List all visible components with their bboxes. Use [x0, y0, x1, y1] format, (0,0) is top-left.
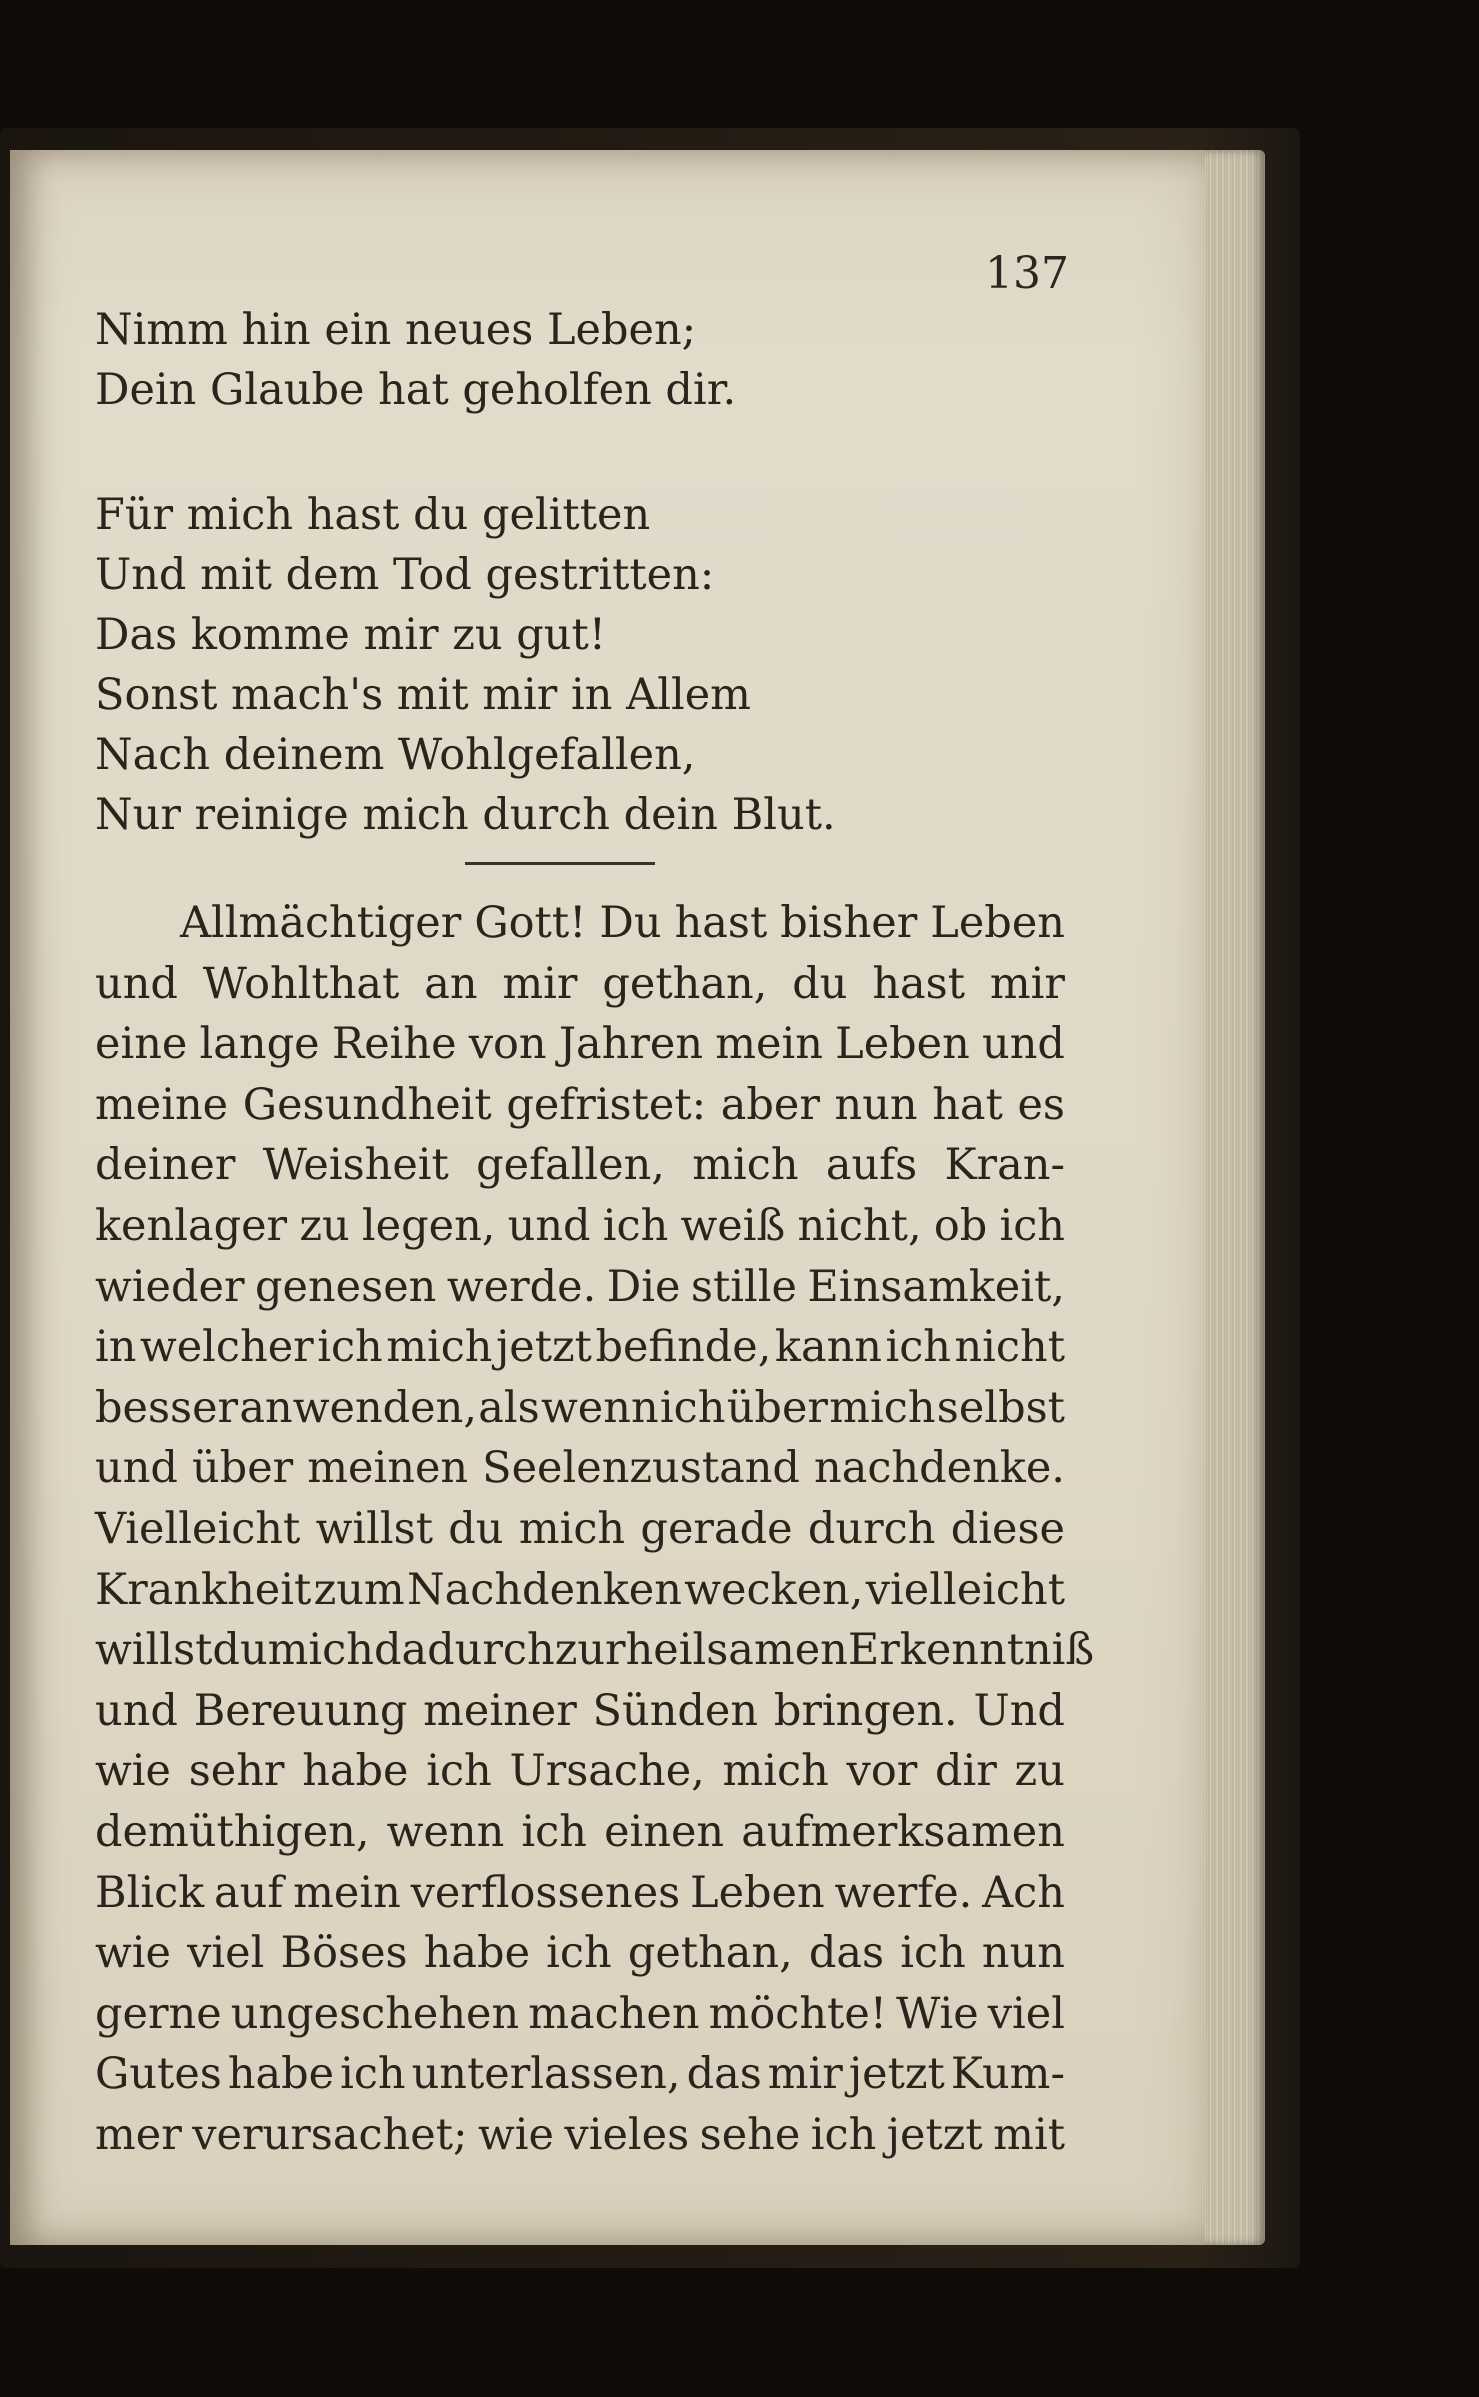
word: Wie — [896, 1988, 979, 2039]
word: genesen — [255, 1261, 437, 1312]
word: nachdenke. — [814, 1443, 1065, 1494]
prayer-paragraph — [95, 893, 1095, 2165]
word: Leben — [690, 1867, 825, 1918]
word: meine — [95, 1079, 229, 1130]
word: meiner — [423, 1685, 577, 1736]
word: Einsamkeit, — [807, 1261, 1065, 1312]
word: über — [726, 1382, 828, 1433]
prose-line — [95, 1681, 1065, 1742]
word: kenlager — [95, 1200, 288, 1251]
word: heilsamen — [625, 1625, 848, 1676]
word: und — [95, 958, 178, 1009]
page-edges — [1195, 150, 1265, 2245]
prose-line — [95, 1317, 1065, 1378]
prose-line — [95, 1257, 1065, 1318]
word: ich — [317, 1322, 383, 1373]
word: Seelenzustand — [482, 1443, 800, 1494]
word: es — [1017, 1079, 1065, 1130]
word: gerade — [640, 1503, 793, 1554]
word: Krankheit — [95, 1564, 312, 1615]
word: das — [808, 1928, 885, 1979]
word: besser — [95, 1382, 239, 1433]
word: wieder — [95, 1261, 245, 1312]
word: gethan, — [602, 958, 768, 1009]
word: hast — [872, 958, 965, 1009]
word: Weisheit — [262, 1140, 449, 1191]
word: vor — [846, 1746, 918, 1797]
word: habe — [227, 2049, 335, 2100]
prose-line — [95, 1863, 1065, 1924]
prose-line — [95, 2105, 1065, 2166]
word: ich — [659, 1382, 726, 1433]
verse-line: Nimm hin ein neues Leben; — [95, 305, 697, 355]
word: ich — [810, 2109, 877, 2160]
word: mich — [692, 1140, 799, 1191]
word: mich — [267, 1625, 374, 1676]
word: kann — [774, 1322, 882, 1373]
word: mir — [989, 958, 1065, 1009]
word: Gott! — [474, 898, 587, 948]
page-number: 137 — [985, 248, 1069, 299]
word: mir — [502, 958, 578, 1009]
prose-line — [95, 1438, 1065, 1499]
verse-line: Sonst mach's mit mir in Allem — [95, 670, 751, 720]
word: wenn — [386, 1806, 505, 1857]
word: in — [95, 1322, 137, 1373]
word: lange — [199, 1019, 320, 1070]
word: aufs — [825, 1140, 918, 1191]
word: und — [95, 1443, 178, 1494]
word: Gesundheit — [242, 1079, 492, 1130]
word: Reihe — [331, 1019, 457, 1070]
word: ob — [933, 1200, 988, 1251]
word: mein — [715, 1019, 823, 1070]
word: Erkenntniß — [847, 1625, 1095, 1676]
word: jetzt — [886, 2109, 983, 2160]
word: viel — [987, 1988, 1065, 2039]
prose-line — [95, 1196, 1065, 1257]
word: auf — [214, 1867, 284, 1918]
word: ich — [900, 1928, 966, 1979]
word: mit — [993, 2109, 1065, 2160]
word: Und — [973, 1685, 1065, 1736]
word: hast — [674, 898, 768, 948]
word: ich — [340, 2049, 406, 2100]
word: mir — [767, 2049, 843, 2100]
verse-stanza-1 — [95, 300, 1065, 420]
verse-line: Und mit dem Tod gestritten: — [95, 550, 715, 600]
word: und — [507, 1200, 591, 1251]
prose-line — [95, 954, 1065, 1015]
word: jetzt — [495, 1322, 592, 1373]
word: meinen — [307, 1443, 469, 1494]
word: werfe. — [834, 1867, 973, 1918]
word: wecken, — [684, 1564, 864, 1615]
word: mich — [829, 1382, 936, 1433]
word: vielleicht — [865, 1564, 1065, 1615]
word: legen, — [361, 1200, 496, 1251]
word: dadurch — [373, 1625, 555, 1676]
prose-line — [95, 1802, 1065, 1863]
word: gethan, — [627, 1928, 793, 1979]
verse-line: Nach deinem Wohlgefallen, — [95, 730, 696, 780]
prose-line — [95, 1075, 1065, 1136]
word: Kran- — [944, 1140, 1065, 1191]
word: mein — [293, 1867, 401, 1918]
word: Die — [606, 1261, 681, 1312]
word: du — [792, 958, 848, 1009]
section-divider — [465, 862, 655, 865]
word: wenn — [541, 1382, 659, 1433]
word: als — [478, 1382, 540, 1433]
prose-line — [95, 1984, 1065, 2045]
word: aufmerksamen — [741, 1806, 1065, 1857]
word: aber — [720, 1079, 820, 1130]
word: wie — [95, 1746, 172, 1797]
word: welcher — [139, 1322, 314, 1373]
word: Vielleicht — [95, 1503, 301, 1554]
word: ich — [885, 1322, 951, 1373]
word: vieles — [564, 2109, 690, 2160]
word: und — [982, 1019, 1065, 1070]
word: nun — [981, 1928, 1065, 1979]
word: gerne — [95, 1988, 222, 2039]
word: ungeschehen — [230, 1988, 520, 2039]
word: einen — [604, 1806, 725, 1857]
word: gefristet: — [506, 1079, 707, 1130]
word: mich — [518, 1503, 626, 1554]
word: wie — [95, 1928, 172, 1979]
word: ich — [521, 1806, 587, 1857]
word: Böses — [280, 1928, 408, 1979]
verse-line: Dein Glaube hat geholfen dir. — [95, 365, 737, 415]
word: Leben — [930, 898, 1065, 948]
word: eine — [95, 1019, 188, 1070]
prose-line — [95, 893, 1065, 954]
word: habe — [302, 1746, 409, 1797]
prose-line — [95, 1923, 1065, 1984]
word: verflossenes — [410, 1867, 681, 1918]
verse-line: Nur reinige mich durch dein Blut. — [95, 790, 836, 840]
word: über — [191, 1443, 294, 1494]
word: Nachdenken — [407, 1564, 682, 1615]
verse-line: Für mich hast du gelitten — [95, 490, 651, 540]
word: werde. — [446, 1261, 597, 1312]
verse-stanza-2 — [95, 485, 1065, 845]
word: sehe — [699, 2109, 801, 2160]
word: selbst — [936, 1382, 1065, 1433]
word: hat — [932, 1079, 1003, 1130]
word: und — [95, 1685, 178, 1736]
word: machen — [528, 1988, 700, 2039]
word: Jahren — [558, 1019, 704, 1070]
word: willst — [315, 1503, 433, 1554]
word: zum — [313, 1564, 405, 1615]
word: habe — [423, 1928, 531, 1979]
prose-line — [95, 1499, 1065, 1560]
word: mich — [386, 1322, 493, 1373]
word: Gutes — [95, 2049, 222, 2100]
word: ich — [546, 1928, 612, 1979]
prose-line — [95, 1378, 1065, 1439]
word: unterlassen, — [411, 2049, 681, 2100]
word: ich — [999, 1200, 1065, 1251]
word: anwenden, — [239, 1382, 477, 1433]
prose-line — [95, 1741, 1065, 1802]
word: von — [468, 1019, 547, 1070]
word: Du — [599, 898, 662, 948]
word: bisher — [780, 898, 918, 948]
word: Wohlthat — [202, 958, 400, 1009]
word: weiß — [680, 1200, 786, 1251]
word: verursachet; — [192, 2109, 468, 2160]
word: bringen. — [773, 1685, 958, 1736]
word: ich — [426, 1746, 492, 1797]
verse-line: Das komme mir zu gut! — [95, 610, 607, 660]
word: möchte! — [708, 1988, 888, 2039]
word: willst — [95, 1625, 213, 1676]
word: stille — [690, 1261, 797, 1312]
word: befinde, — [595, 1322, 772, 1373]
word: jetzt — [848, 2049, 945, 2100]
prose-line — [95, 1014, 1065, 1075]
word: viel — [187, 1928, 265, 1979]
word: nicht — [954, 1322, 1065, 1373]
prose-line — [95, 2044, 1065, 2105]
word: Leben — [835, 1019, 970, 1070]
prose-line — [95, 1135, 1065, 1196]
word: ich — [602, 1200, 669, 1251]
prose-line — [95, 1560, 1065, 1621]
word: sehr — [188, 1746, 285, 1797]
word: mich — [722, 1746, 829, 1797]
word: zur — [554, 1625, 626, 1676]
word: gefallen, — [476, 1140, 665, 1191]
word: diese — [950, 1503, 1065, 1554]
word: Sünden — [592, 1685, 759, 1736]
word: du — [212, 1625, 268, 1676]
word: Allmächtiger — [180, 898, 462, 948]
word: durch — [807, 1503, 936, 1554]
word: wie — [477, 2109, 554, 2160]
word: Ursache, — [509, 1746, 705, 1797]
word: das — [686, 2049, 762, 2100]
word: mer — [95, 2109, 182, 2160]
word: deiner — [95, 1140, 236, 1191]
word: Bereuung — [193, 1685, 408, 1736]
prose-line — [95, 1620, 1095, 1681]
word: Kum- — [950, 2049, 1065, 2100]
word: nicht, — [797, 1200, 922, 1251]
word: Blick — [95, 1867, 205, 1918]
word: zu — [1014, 1746, 1065, 1797]
word: demüthigen, — [95, 1806, 370, 1857]
word: du — [448, 1503, 504, 1554]
word: an — [424, 958, 478, 1009]
word: nun — [834, 1079, 918, 1130]
word: dir — [935, 1746, 997, 1797]
word: zu — [299, 1200, 350, 1251]
word: Ach — [982, 1867, 1065, 1918]
